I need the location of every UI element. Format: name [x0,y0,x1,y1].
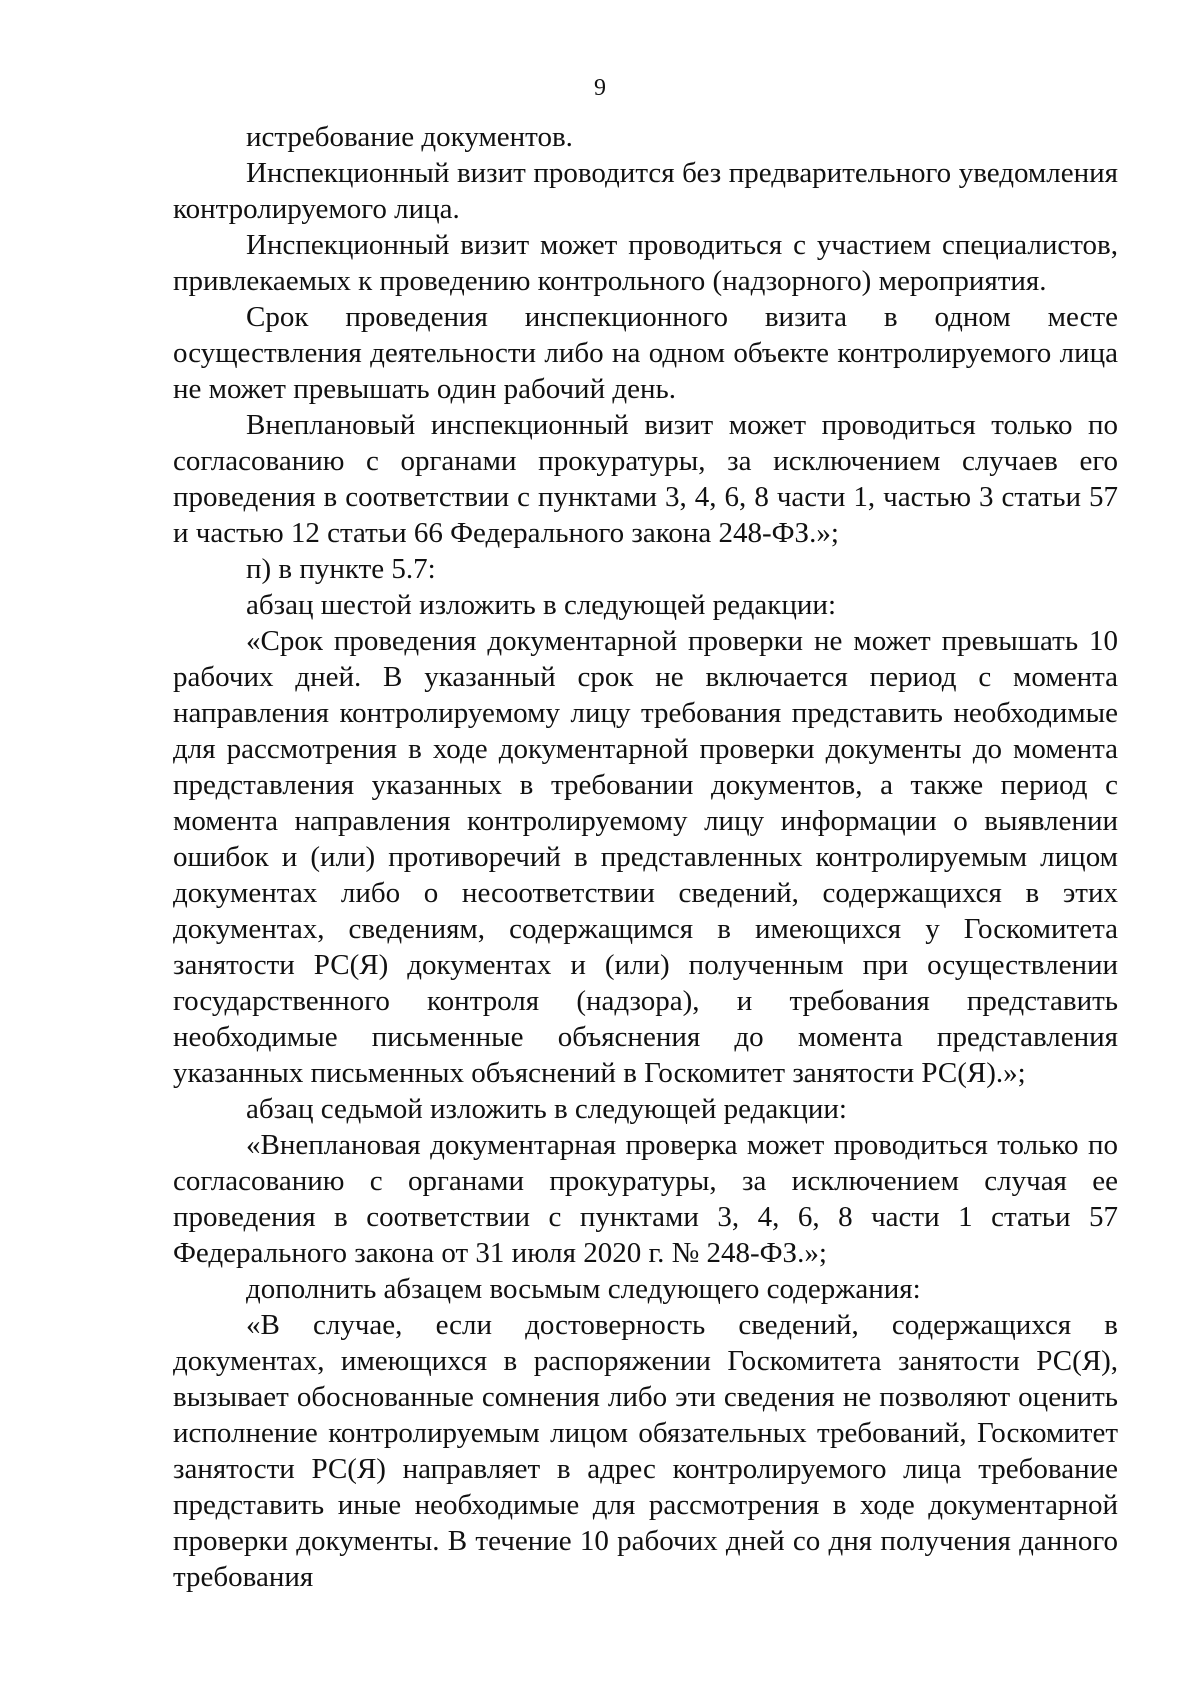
paragraph-8: «Срок проведения документарной проверки не может превышать 10 рабочих дней. В указанный срок не включается период с момента направления контролируемому лицу требования представить необходимые для рассмотрения в ходе документарной проверки документы до момента представления указанных в требовании документов, а также период с момента направления контролируемому лицу информации о выявлении ошибок и (или) противоречий в представленных контролируемым лицом документах либо о несоответствии сведений, содержащихся в этих документах, сведениям, содержащимся в имеющихся у Госкомитета занятости РС(Я) документах и (или) полученным при осуществлении государственного контроля (надзора), и требования представить необходимые письменные объяснения до момента представления указанных письменных объяснений в Госкомитет занятости РС(Я).»; [173,625,1118,1089]
paragraph-6: п) в пункте 5.7: [246,553,436,585]
paragraph-9: абзац седьмой изложить в следующей редакции: [246,1093,847,1125]
paragraph-12: «В случае, если достоверность сведений, содержащихся в документах, имеющихся в распоряжении Госкомитета занятости РС(Я), вызывает обоснованные сомнения либо эти сведения не позволяют оценить исполнение контролируемым лицом обязательных требований, Госкомитет занятости РС(Я) направляет в адрес контролируемого лица требование представить иные необходимые для рассмотрения в ходе документарной проверки документы. В течение 10 рабочих дней со дня получения данного требования [173,1309,1118,1593]
paragraph-10: «Внеплановая документарная проверка может проводиться только по согласованию с органами прокуратуры, за исключением случая ее проведения в соответствии с пунктами 3, 4, 6, 8 части 1 статьи 57 Федерального закона от 31 июля 2020 г. № 248-ФЗ.»; [173,1129,1118,1269]
paragraph-1: истребование документов. [246,121,573,153]
paragraph-2: Инспекционный визит проводится без предварительного уведомления контролируемого лица. [173,157,1118,225]
paragraph-4: Срок проведения инспекционного визита в одном месте осуществления деятельности либо на одном объекте контролируемого лица не может превышать один рабочий день. [173,301,1118,405]
paragraph-5: Внеплановый инспекционный визит может проводиться только по согласованию с органами прокуратуры, за исключением случаев его проведения в соответствии с пунктами 3, 4, 6, 8 части 1, частью 3 статьи 57 и частью 12 статьи 66 Федерального закона 248-ФЗ.»; [173,409,1118,549]
document-body [173,119,1118,1595]
paragraph-11: дополнить абзацем восьмым следующего содержания: [246,1273,921,1305]
paragraph-7: абзац шестой изложить в следующей редакции: [246,589,836,621]
page-number: 9 [594,75,606,101]
paragraph-3: Инспекционный визит может проводиться с участием специалистов, привлекаемых к проведению контрольного (надзорного) мероприятия. [173,229,1118,297]
